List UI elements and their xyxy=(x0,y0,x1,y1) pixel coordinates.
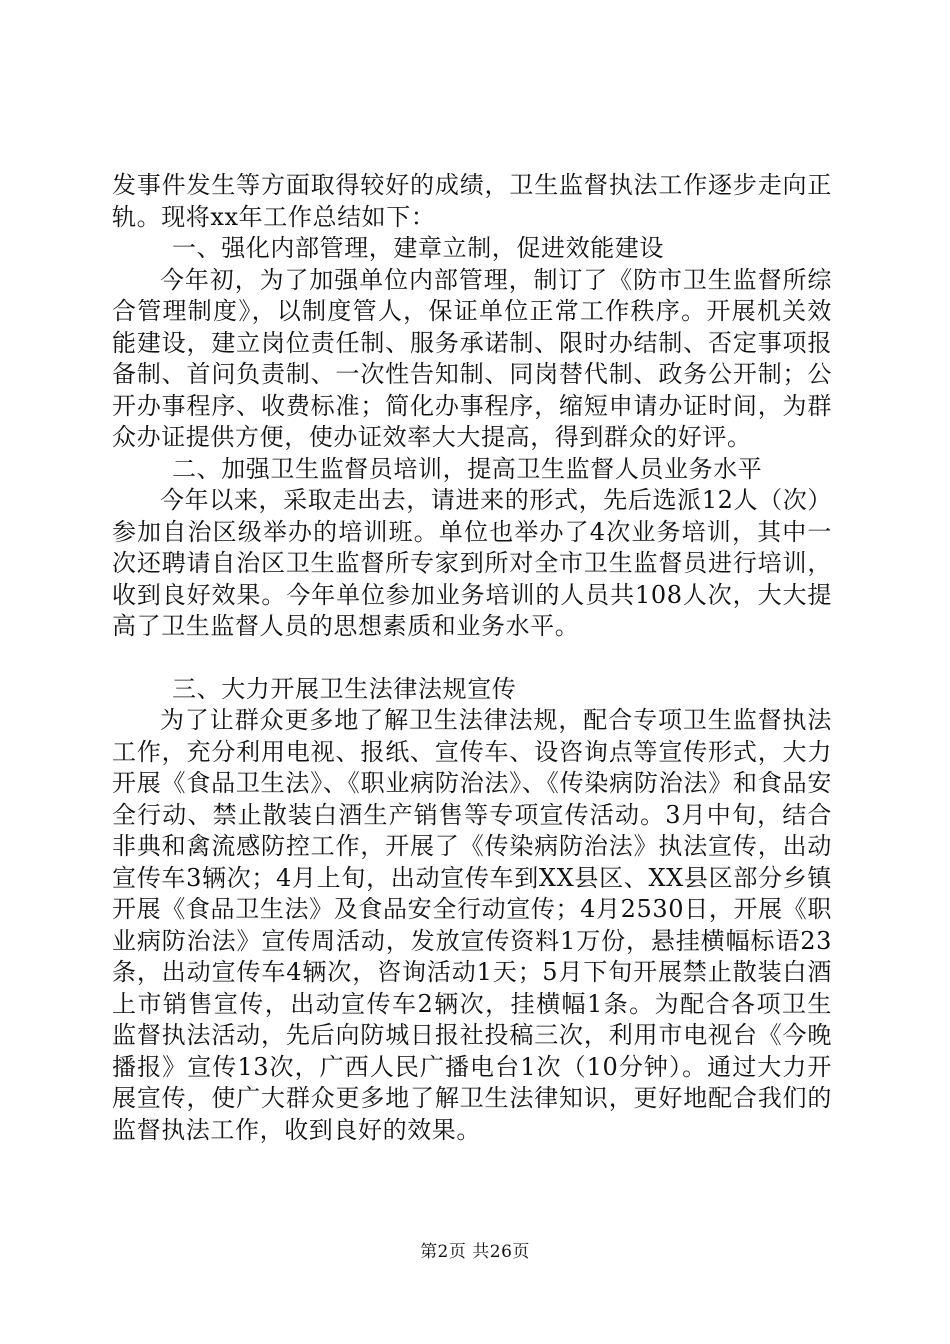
continuation-paragraph: 发事件发生等方面取得较好的成绩，卫生监督执法工作逐步走向正轨。现将xx年工作总结如下： xyxy=(112,171,832,231)
document-body xyxy=(112,170,832,1146)
page-number-label: 第2页 共26页 xyxy=(420,1242,530,1262)
paragraph-spacer xyxy=(112,643,832,674)
section-1-paragraph: 今年初，为了加强单位内部管理，制订了《防市卫生监督所综合管理制度》，以制度管人，保证单位正常工作秩序。开展机关效能建设，建立岗位责任制、服务承诺制、限时办结制、否定事项报备制、首问负责制、一次性告知制、同岗替代制、政务公开制；公开办事程序、收费标准；简化办事程序，缩短申请办证时间，为群众办证提供方便，使办证效率大大提高，得到群众的好评。 xyxy=(112,265,832,451)
section-2-paragraph: 今年以来，采取走出去，请进来的形式，先后选派12人（次）参加自治区级举办的培训班。单位也举办了4次业务培训，其中一次还聘请自治区卫生监督所专家到所对全市卫生监督员进行培训，收到良好效果。今年单位参加业务培训的人员共108人次，大大提高了卫生监督人员的思想素质和业务水平。 xyxy=(112,486,832,640)
section-heading-2: 二、加强卫生监督员培训，提高卫生监督人员业务水平 xyxy=(172,454,763,483)
section-heading-3: 三、大力开展卫生法律法规宣传 xyxy=(172,674,517,703)
page-footer xyxy=(0,1237,950,1262)
section-heading-1: 一、强化内部管理，建章立制，促进效能建设 xyxy=(172,234,664,262)
section-3-paragraph: 为了让群众更多地了解卫生法律法规，配合专项卫生监督执法工作，充分利用电视、报纸、宣传车、设咨询点等宣传形式，大力开展《食品卫生法》、《职业病防治法》、《传染病防治法》和食品安全行动、禁止散装白酒生产销售等专项宣传活动。3月中旬，结合非典和禽流感防控工作，开展了《传染病防治法》执法宣传，出动宣传车3辆次；4月上旬，出动宣传车到XX县区、XX县区部分乡镇开展《食品卫生法》及食品安全行动宣传；4月2530日，开展《职业病防治法》宣传周活动，发放宣传资料1万份，悬挂横幅标语23条，出动宣传车4辆次，咨询活动1天；5月下旬开展禁止散装白酒上市销售宣传，出动宣传车2辆次，挂横幅1条。为配合各项卫生监督执法活动，先后向防城日报社投稿三次，利用市电视台《今晚播报》宣传13次，广西人民广播电台1次（10分钟）。通过大力开展宣传，使广大群众更多地了解卫生法律知识，更好地配合我们的监督执法工作，收到良好的效果。 xyxy=(112,706,832,1144)
